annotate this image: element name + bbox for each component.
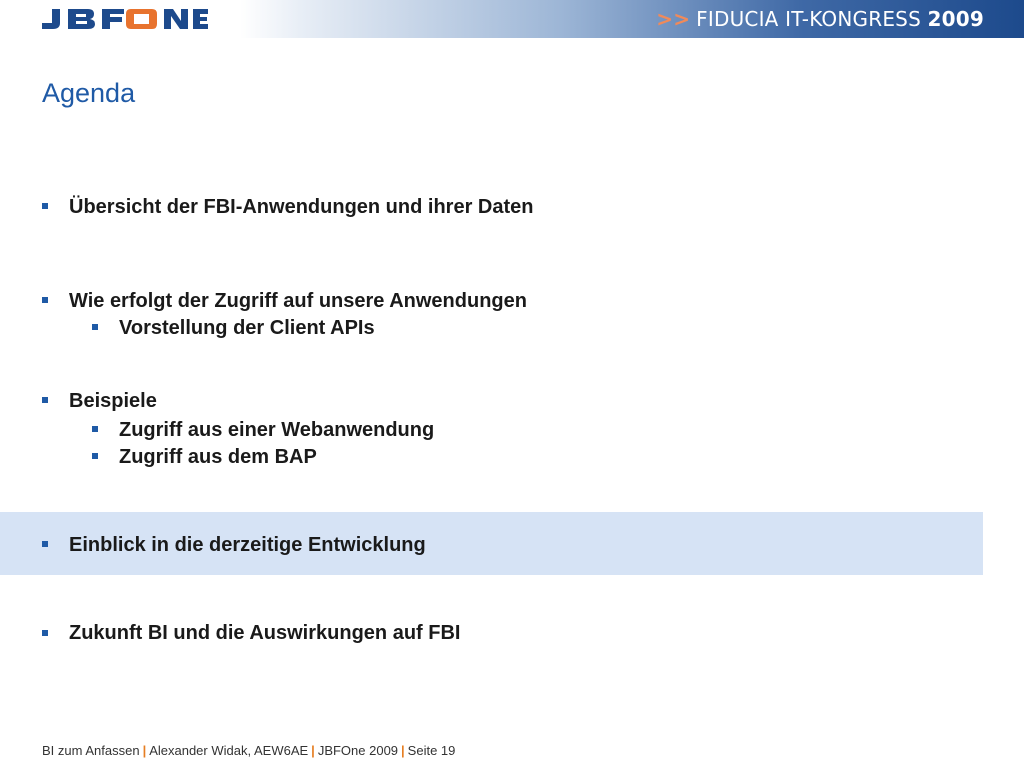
footer-author: Alexander Widak, AEW6AE — [149, 743, 309, 758]
congress-year: 2009 — [927, 7, 984, 31]
footer — [42, 743, 455, 758]
agenda-subitem: Zugriff aus dem BAP — [119, 446, 317, 468]
bullet-icon — [42, 541, 48, 547]
agenda-subitem: Zugriff aus einer Webanwendung — [119, 419, 435, 441]
agenda-item: Übersicht der FBI-Anwendungen und ihrer Daten — [69, 196, 534, 218]
bullet-icon — [42, 297, 48, 303]
footer-separator: | — [311, 743, 315, 758]
agenda-item: Beispiele — [69, 390, 157, 412]
bullet-icon — [42, 397, 48, 403]
agenda-subitem: Vorstellung der Client APIs — [119, 317, 375, 339]
agenda-item: Wie erfolgt der Zugriff auf unsere Anwendungen — [69, 290, 527, 312]
footer-title: BI zum Anfassen — [42, 743, 140, 758]
agenda-item: Zukunft BI und die Auswirkungen auf FBI — [69, 622, 461, 644]
sub-bullet-icon — [92, 324, 98, 330]
sub-bullet-icon — [92, 453, 98, 459]
footer-event: JBFOne 2009 — [317, 743, 399, 758]
sub-bullet-icon — [92, 426, 98, 432]
bullet-icon — [42, 630, 48, 636]
header-banner — [0, 0, 1024, 38]
congress-name: FIDUCIA IT-KONGRESS — [696, 7, 921, 31]
congress-arrows: >> — [656, 7, 691, 31]
slide-title: Agenda — [42, 78, 136, 108]
congress-label — [656, 7, 984, 33]
agenda-item-current: Einblick in die derzeitige Entwicklung — [69, 534, 426, 556]
footer-page-number: Seite 19 — [407, 743, 456, 758]
jbfone-logo — [38, 6, 208, 32]
footer-separator: | — [142, 743, 147, 758]
footer-separator: | — [401, 743, 405, 758]
bullet-icon — [42, 203, 48, 209]
